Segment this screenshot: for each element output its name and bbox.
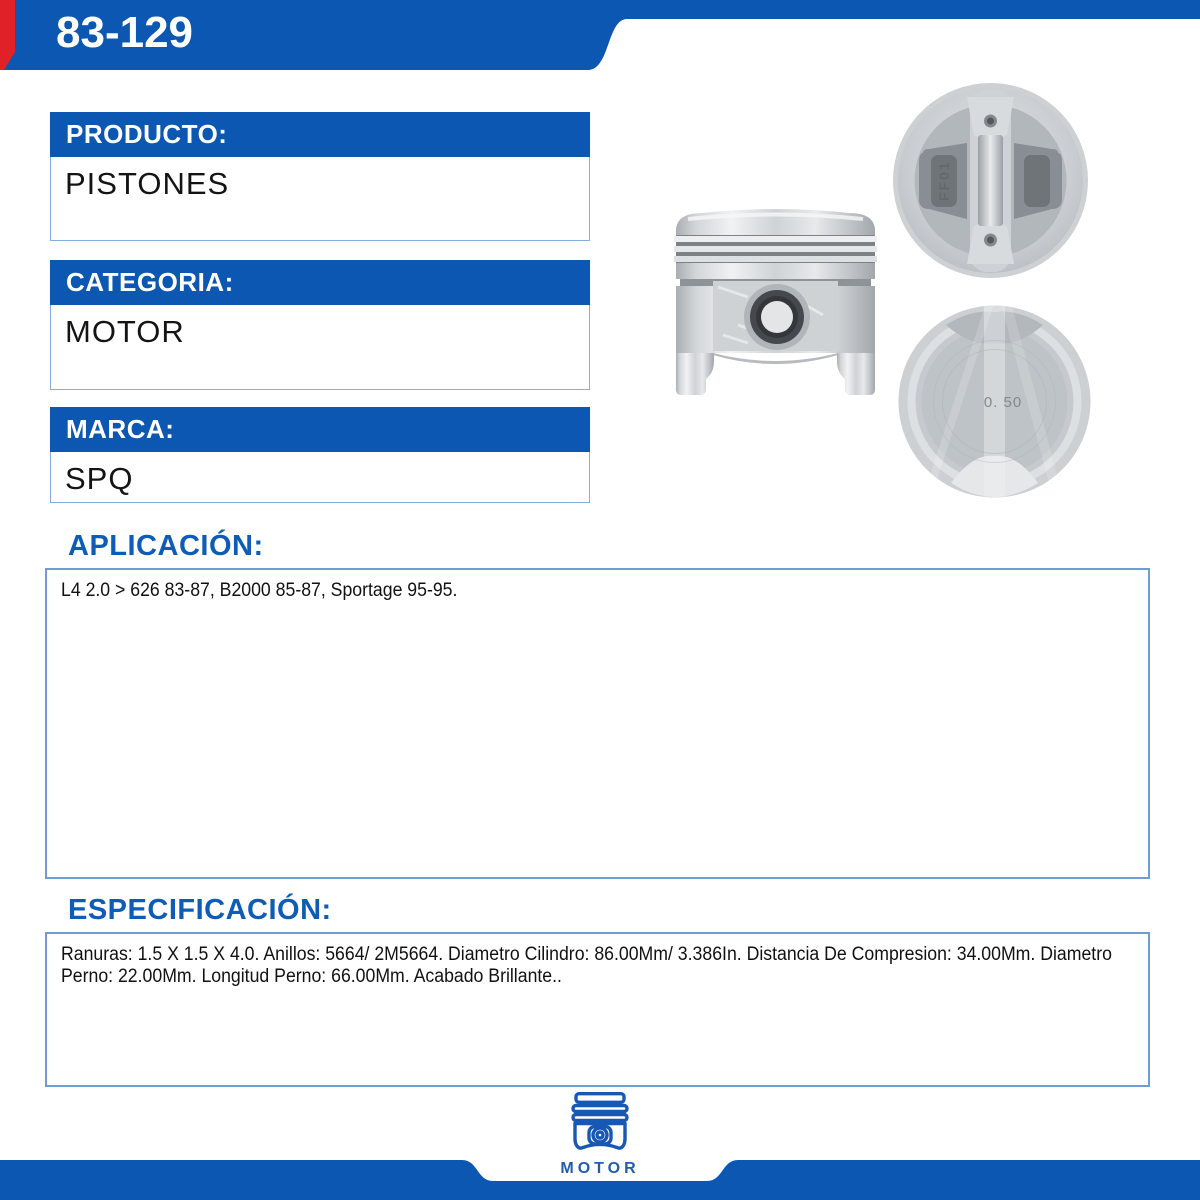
- aplicacion-text: L4 2.0 > 626 83-87, B2000 85-87, Sportage 95-95.: [61, 580, 458, 601]
- piston-underside-image: [893, 83, 1088, 278]
- field-marca-value: SPQ: [50, 452, 590, 503]
- field-marca: [50, 407, 590, 503]
- section-aplicacion-heading: APLICACIÓN:: [68, 530, 264, 562]
- piston-icon: [562, 1092, 638, 1155]
- field-categoria: [50, 260, 590, 390]
- part-number: 83-129: [56, 8, 194, 57]
- field-categoria-value: MOTOR: [50, 305, 590, 390]
- piston-crown-image: [896, 303, 1093, 500]
- field-producto-label: PRODUCTO:: [50, 112, 590, 157]
- underside-stamp: FF01: [936, 160, 952, 201]
- section-especificacion-box: [45, 932, 1150, 1087]
- especificacion-text: Ranuras: 1.5 X 1.5 X 4.0. Anillos: 5664/ 2M5664. Diametro Cilindro: 86.00Mm/ 3.386In. Distancia De Compresion: 34.00Mm. Diametro Perno: 22.00Mm. Longitud Perno: 66.00Mm. Acabado Brillante..: [61, 944, 1112, 988]
- footer-category-label: MOTOR: [560, 1160, 640, 1177]
- piston-side-image: [668, 205, 883, 403]
- field-producto: [50, 112, 590, 241]
- footer-ribbon: [0, 1160, 1200, 1200]
- field-marca-label: MARCA:: [50, 407, 590, 452]
- field-producto-value: PISTONES: [50, 157, 590, 241]
- crown-stamp: 0. 50: [983, 394, 1023, 411]
- section-especificacion-heading: ESPECIFICACIÓN:: [68, 894, 332, 926]
- section-aplicacion-box: [45, 568, 1150, 879]
- field-categoria-label: CATEGORIA:: [50, 260, 590, 305]
